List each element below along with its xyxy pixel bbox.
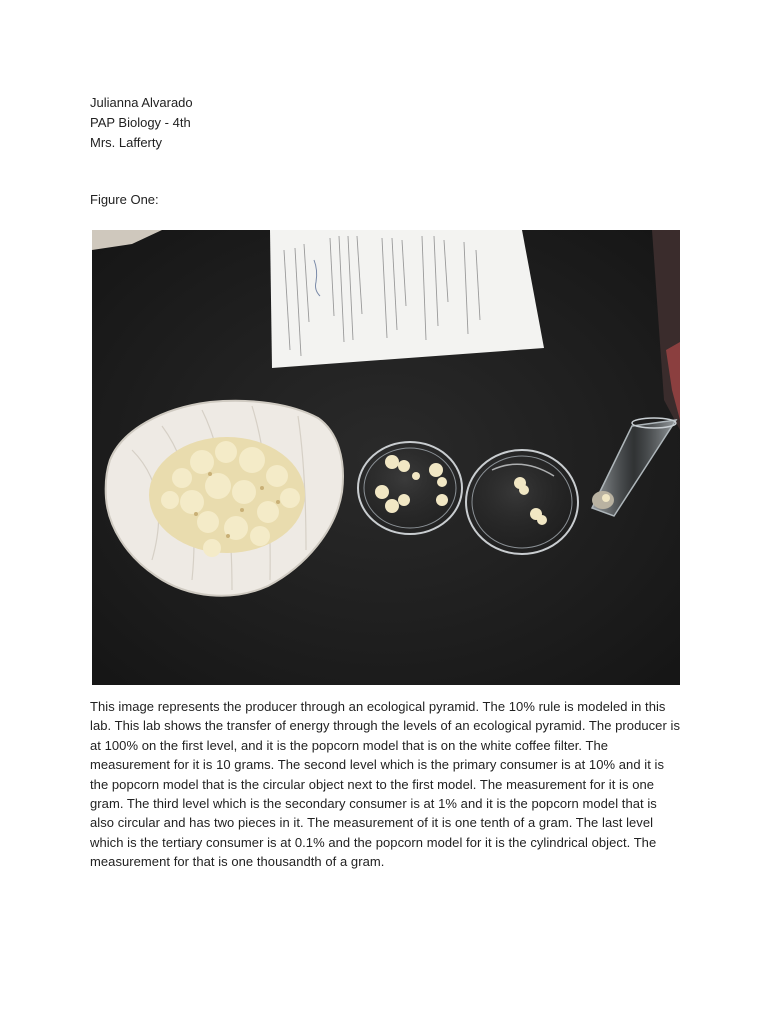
petri-dish-primary [358, 442, 462, 534]
worksheet-paper [270, 230, 544, 368]
lab-photo-illustration [92, 230, 680, 685]
document-header [90, 93, 193, 153]
author-name: Julianna Alvarado [90, 95, 193, 110]
description-paragraph: This image represents the producer through an ecological pyramid. The 10% rule is modeled in this lab. This lab shows the transfer of energy through the levels of an ecological pyramid. The producer is at 100% on the first level, and it is the popcorn model that is on the white coffee filter. The measurement for it is 10 grams. The second level which is the primary consumer is at 10% and it is the popcorn model that is the circular object next to the first model. The measurement for it is one gram. The third level which is the secondary consumer is at 1% and it is the popcorn model that is also circular and has two pieces in it. The measurement of it is one tenth of a gram. The last level which is the tertiary consumer is at 0.1% and the popcorn model for it is the cylindrical object. The measurement for that is one thousandth of a gram. [90, 699, 680, 870]
course-name: PAP Biology - 4th [90, 115, 191, 130]
teacher-name: Mrs. Lafferty [90, 135, 163, 150]
lab-photo [92, 230, 680, 685]
figure-label: Figure One: [90, 192, 159, 207]
petri-dish-secondary [466, 450, 578, 554]
